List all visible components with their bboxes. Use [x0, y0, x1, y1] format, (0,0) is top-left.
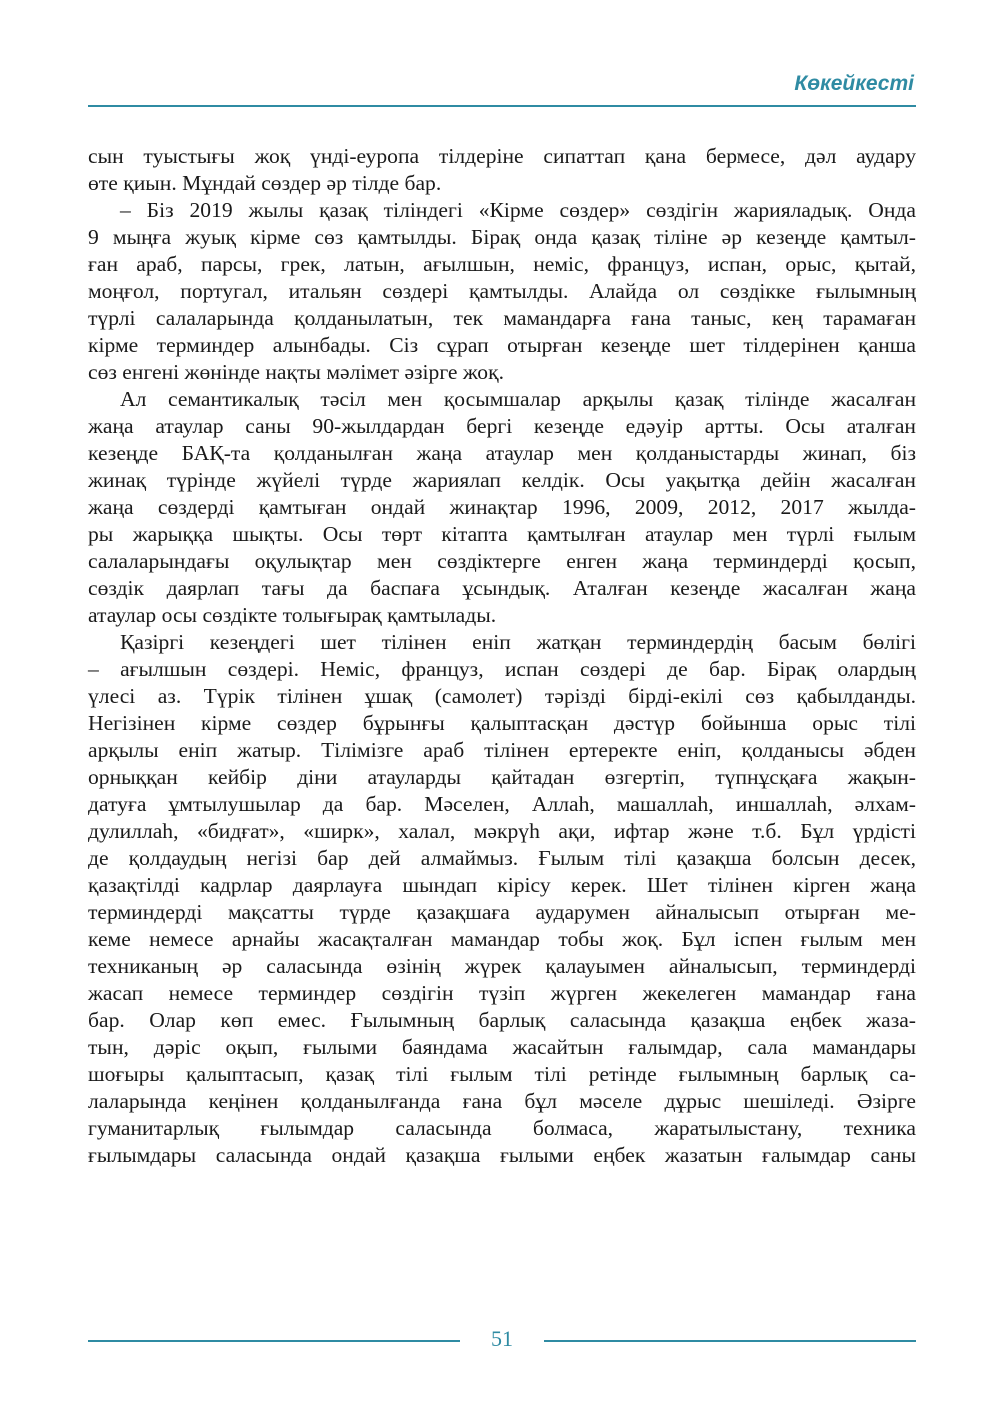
- text-line: гуманитарлық ғылымдар саласында болмаса, жаратылыстану, техника: [88, 1116, 916, 1140]
- paragraph: [88, 386, 916, 629]
- text-line: салаларындағы оқулықтар мен сөздіктерге енген жаңа терминдерді қосып,: [88, 549, 916, 573]
- text-line: – ағылшын сөздері. Неміс, француз, испан сөздері де бар. Бірақ олардың: [88, 657, 916, 681]
- text-line: датуға ұмтылушылар да бар. Мәселен, Аллаһ, машаллаһ, иншаллаһ, әлхам-: [88, 792, 916, 816]
- running-header-title: Көкейкесті: [794, 72, 914, 95]
- text-line: жаңа атаулар саны 90-жылдардан бергі кезеңде едәуір артты. Осы аталған: [88, 414, 916, 438]
- text-line: моңғол, португал, итальян сөздері қамтылды. Алайда ол сөздікке ғылымның: [88, 279, 916, 303]
- text-line: ған араб, парсы, грек, латын, ағылшын, неміс, француз, испан, орыс, қытай,: [88, 252, 916, 276]
- text-line: жаңа сөздерді қамтыған ондай жинақтар 1996, 2009, 2012, 2017 жылда-: [88, 495, 916, 519]
- text-line: дулиллаһ, «бидғат», «ширк», халал, мәкрүһ ақи, ифтар және т.б. Бұл үрдісті: [88, 819, 916, 843]
- text-line: бар. Олар көп емес. Ғылымның барлық саласында қазақша еңбек жаза-: [88, 1008, 916, 1032]
- text-line: арқылы еніп жатыр. Тілімізге араб тілінен ертеректе еніп, қолданысы әбден: [88, 738, 916, 762]
- footer-divider-left: [88, 1340, 460, 1342]
- text-line: Негізінен кірме сөздер бұрынғы қалыптасқан дәстүр бойынша орыс тілі: [88, 711, 916, 735]
- text-line: – Біз 2019 жылы қазақ тіліндегі «Кірме сөздер» сөздігін жарияладық. Онда: [120, 198, 916, 222]
- text-line: де қолдаудың негізі бар дей алмаймыз. Ғылым тілі қазақша болсын десек,: [88, 846, 916, 870]
- text-line: жинақ түрінде жүйелі түрде жариялап келдік. Осы уақытқа дейін жасалған: [88, 468, 916, 492]
- text-line: 9 мыңға жуық кірме сөз қамтылды. Бірақ онда қазақ тіліне әр кезеңде қамтыл-: [88, 225, 916, 249]
- text-line: техниканың әр саласында өзінің жүрек қалауымен айналысып, терминдерді: [88, 954, 916, 978]
- text-line: Ал семантикалық тәсіл мен қосымшалар арқылы қазақ тілінде жасалған: [120, 387, 916, 411]
- text-line: кезеңде БАҚ-та қолданылған жаңа атаулар мен қолданыстарды жинап, біз: [88, 441, 916, 465]
- text-line: өте қиын. Мұндай сөздер әр тілде бар.: [88, 171, 442, 195]
- paragraph: [88, 197, 916, 386]
- text-line: ғылымдары саласында ондай қазақша ғылыми еңбек жазатын ғалымдар саны: [88, 1143, 916, 1167]
- text-line: сөздік даярлап тағы да баспаға ұсындық. Аталған кезеңде жасалған жаңа: [88, 576, 916, 600]
- text-line: орныққан кейбір діни атауларды қайтадан өзгертіп, түпнұсқаға жақын-: [88, 765, 916, 789]
- text-line: түрлі салаларында қолданылатын, тек мамандарға ғана таныс, кең тарамаған: [88, 306, 916, 330]
- footer-divider-right: [544, 1340, 916, 1342]
- text-line: сөз енгені жөнінде нақты мәлімет әзірге жоқ.: [88, 360, 504, 384]
- text-line: ры жарыққа шықты. Осы төрт кітапта қамтылған атаулар мен түрлі ғылым: [88, 522, 916, 546]
- text-line: сын туыстығы жоқ үнді-еуропа тілдеріне сипаттап қана бермесе, дәл аудару: [88, 144, 916, 168]
- paragraph: [88, 629, 916, 1169]
- text-line: терминдерді мақсатты түрде қазақшаға аударумен айналысып отырған ме-: [88, 900, 916, 924]
- text-line: үлесі аз. Түрік тілінен ұшақ (самолет) тәрізді бірді-екілі сөз қабылданды.: [88, 684, 916, 708]
- text-line: кірме терминдер алынбады. Сіз сұрап отырған кезеңде шет тілдерінен қанша: [88, 333, 916, 357]
- text-line: атаулар осы сөздікте толығырақ қамтылады.: [88, 603, 497, 627]
- text-line: жасап немесе терминдер сөздігін түзіп жүрген жекелеген мамандар ғана: [88, 981, 916, 1005]
- header-divider: [88, 105, 916, 107]
- paragraph: [88, 143, 916, 197]
- text-line: кеме немесе арнайы жасақталған мамандар тобы жоқ. Бұл іспен ғылым мен: [88, 927, 916, 951]
- text-line: тын, дәріс оқып, ғылыми баяндама жасайтын ғалымдар, сала мамандары: [88, 1035, 916, 1059]
- text-line: лаларында кеңінен қолданылғанда ғана бұл мәселе дұрыс шешіледі. Әзірге: [88, 1089, 916, 1113]
- text-line: қазақтілді кадрлар даярлауға шындап кірісу керек. Шет тілінен кірген жаңа: [88, 873, 916, 897]
- text-line: шоғыры қалыптасып, қазақ тілі ғылым тілі ретінде ғылымның барлық са-: [88, 1062, 916, 1086]
- text-line: Қазіргі кезеңдегі шет тілінен еніп жатқан терминдердің басым бөлігі: [120, 630, 916, 654]
- page-number: 51: [491, 1326, 513, 1351]
- body-text: [88, 143, 916, 1169]
